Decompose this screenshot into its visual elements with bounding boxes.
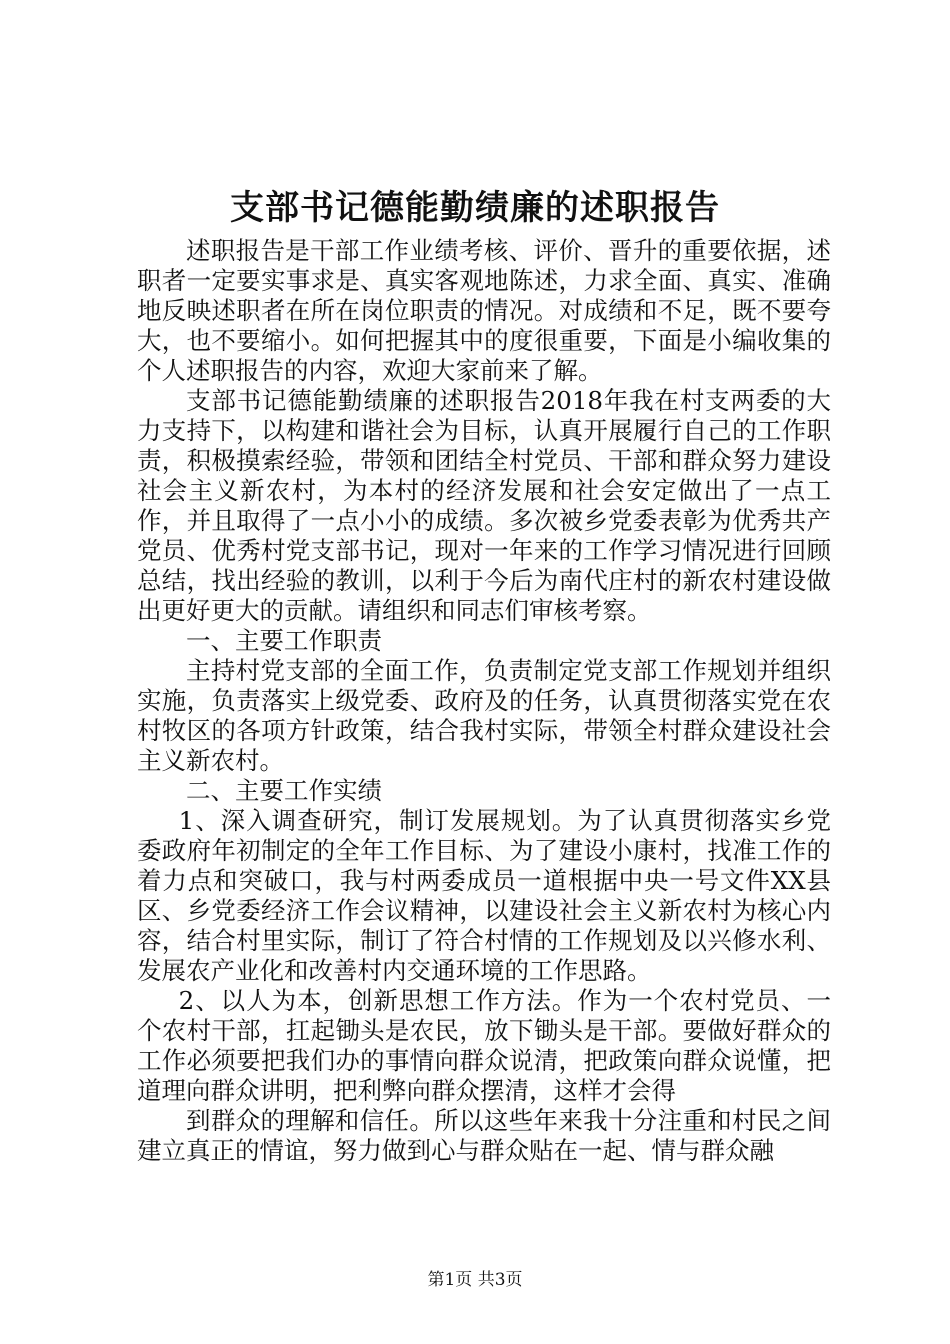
section-heading-duties: 一、主要工作职责: [186, 626, 382, 655]
document-body: [137, 236, 831, 1166]
paragraph-intro: 述职报告是干部工作业绩考核、评价、晋升的重要依据，述职者一定要实事求是、真实客观地陈述，力求全面、真实、准确地反映述职者在所在岗位职责的情况。对成绩和不足，既不要夸大，也不要缩小。如何把握其中的度很重要，下面是小编收集的个人述职报告的内容，欢迎大家前来了解。: [137, 236, 831, 385]
paragraph-continuation: 到群众的理解和信任。所以这些年来我十分注重和村民之间建立真正的情谊，努力做到心与群众贴在一起、情与群众融: [137, 1106, 831, 1165]
paragraph-report-opening: 支部书记德能勤绩廉的述职报告2018年我在村支两委的大力支持下，以构建和谐社会为目标，认真开展履行自己的工作职责，积极摸索经验，带领和团结全村党员、干部和群众努力建设社会主义新农村，为本村的经济发展和社会安定做出了一点工作，并且取得了一点小小的成绩。多次被乡党委表彰为优秀共产党员、优秀村党支部书记，现对一年来的工作学习情况进行回顾总结，找出经验的教训，以利于今后为南代庄村的新农村建设做出更好更大的贡献。请组织和同志们审核考察。: [137, 386, 831, 625]
page-number: 第1页 共3页: [427, 1270, 523, 1290]
paragraph-duties: 主持村党支部的全面工作，负责制定党支部工作规划并组织实施，负责落实上级党委、政府及的任务，认真贯彻落实党在农村牧区的各项方针政策，结合我村实际，带领全村群众建设社会主义新农村。: [137, 656, 831, 775]
section-heading-achievements: 二、主要工作实绩: [186, 776, 382, 805]
document-title: 支部书记德能勤绩廉的述职报告: [230, 188, 720, 228]
paragraph-achievement-1: 1、深入调查研究，制订发展规划。为了认真贯彻落实乡党委政府年初制定的全年工作目标、为了建设小康村，找准工作的着力点和突破口，我与村两委成员一道根据中央一号文件XX县区、乡党委经济工作会议精神，以建设社会主义新农村为核心内容，结合村里实际，制订了符合村情的工作规划及以兴修水利、发展农产业化和改善村内交通环境的工作思路。: [137, 806, 831, 985]
paragraph-achievement-2: 2、以人为本，创新思想工作方法。作为一个农村党员、一个农村干部，扛起锄头是农民，放下锄头是干部。要做好群众的工作必须要把我们办的事情向群众说清，把政策向群众说懂，把道理向群众讲明，把利弊向群众摆清，这样才会得: [137, 986, 831, 1105]
